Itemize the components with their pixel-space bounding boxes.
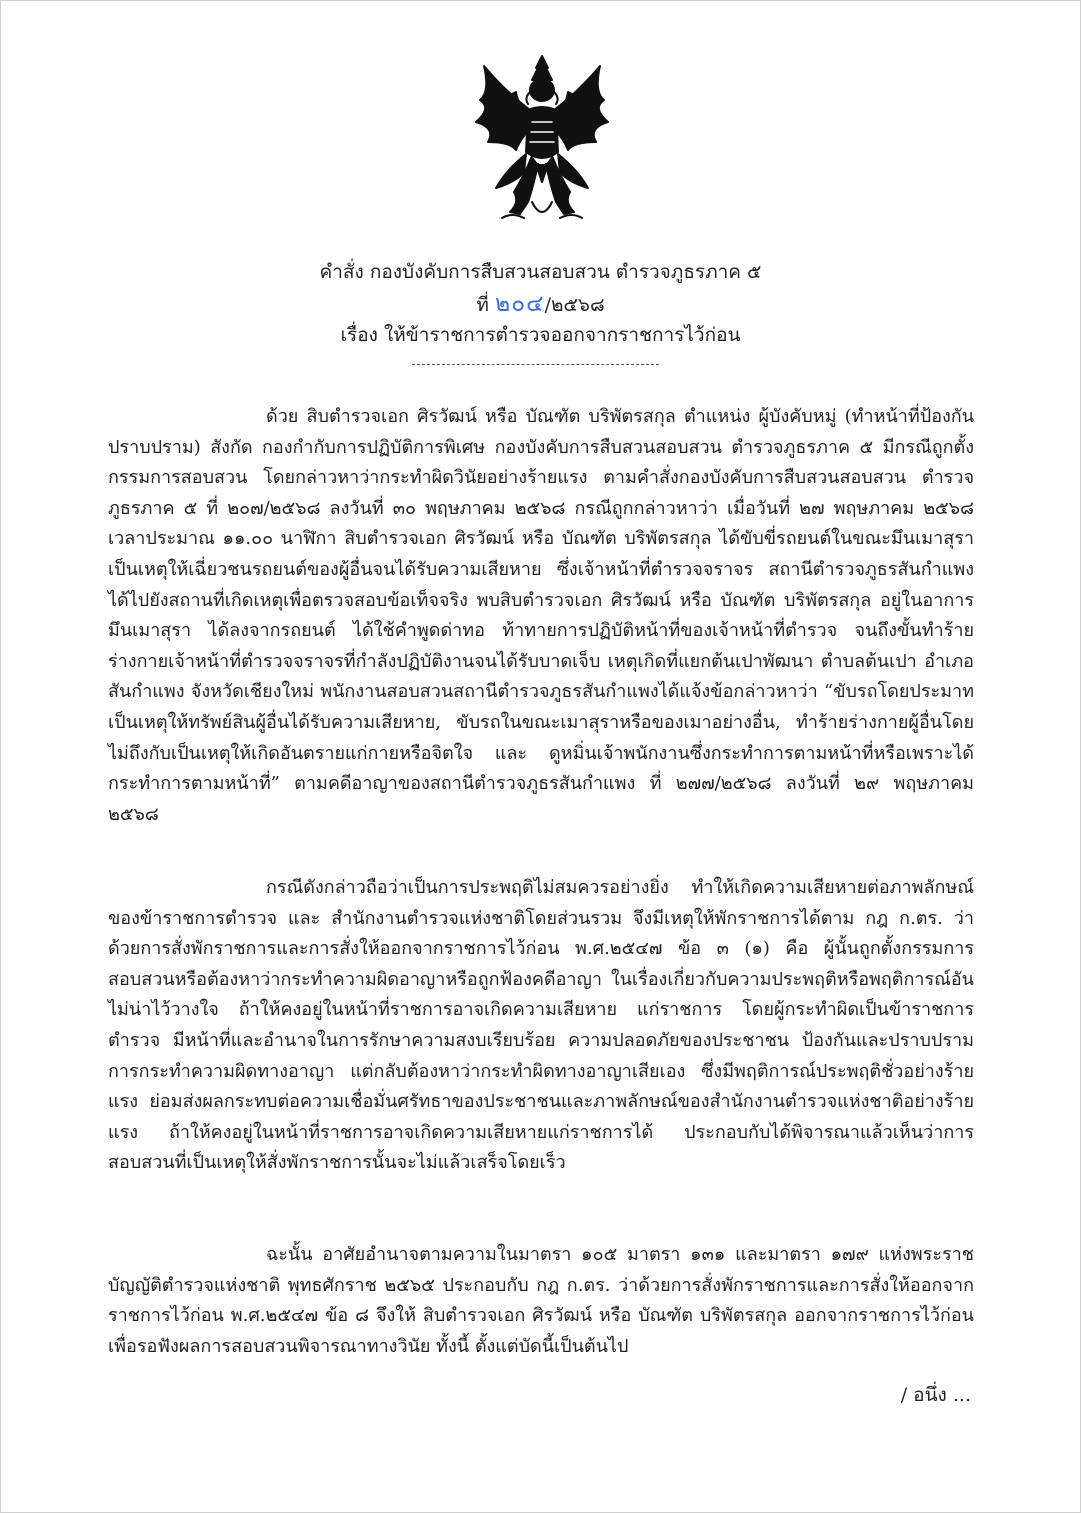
order-subject: เรื่อง ให้ข้าราชการตำรวจออกจากราชการไว้ก่อน	[340, 324, 741, 346]
order-title: คำสั่ง กองบังคับการสืบสวนสอบสวน ตำรวจภูธรภาค ๕	[319, 261, 762, 283]
body-paragraph-1: ด้วย สิบตำรวจเอก ศิรวัฒน์ หรือ บัณฑัต บริพัตรสกุล ตำแหน่ง ผู้บังคับหมู่ (ทำหน้าที่ป้องกันปราบปราม) สังกัด กองกำกับการปฏิบัติการพิเศษ กองบังคับการสืบสวนสอบสวน ตำรวจภูธรภาค ๕ มีกรณีถูกตั้งกรรมการสอบสวน โดยกล่าวหาว่ากระทำผิดวินัยอย่างร้ายแรง ตามคำสั่งกองบังคับการสืบสวนสอบสวน ตำรวจภูธรภาค ๕ ที่ ๒๐๗/๒๕๖๘ ลงวันที่ ๓๐ พฤษภาคม ๒๕๖๘ กรณีถูกกล่าวหาว่า เมื่อวันที่ ๒๗ พฤษภาคม ๒๕๖๘ เวลาประมาณ ๑๑.๐๐ นาฬิกา สิบตำรวจเอก ศิรวัฒน์ หรือ บัณฑัต บริพัตรสกุล ได้ขับขี่รถยนต์ในขณะมึนเมาสุรา เป็นเหตุให้เฉี่ยวชนรถยนต์ของผู้อื่นจนได้รับความเสียหาย ซึ่งเจ้าหน้าที่ตำรวจจราจร สถานีตำรวจภูธรสันกำแพง ได้ไปยังสถานที่เกิดเหตุเพื่อตรวจสอบข้อเท็จจริง พบสิบตำรวจเอก ศิรวัฒน์ หรือ บัณฑัต บริพัตรสกุล อยู่ในอาการมึนเมาสุรา ได้ลงจากรถยนต์ ได้ใช้คำพูดด่าทอ ท้าทายการปฏิบัติหน้าที่ของเจ้าหน้าที่ตำรวจ จนถึงขั้นทำร้ายร่างกายเจ้าหน้าที่ตำรวจจราจรที่กำลังปฏิบัติงานจนได้รับบาดเจ็บ เหตุเกิดที่แยกต้นเปาพัฒนา ตำบลต้นเปา อำเภอสันกำแพง จังหวัดเชียงใหม่ พนักงานสอบสวนสถานีตำรวจภูธรสันกำแพงได้แจ้งข้อกล่าวหาว่า “ขับรถโดยประมาทเป็นเหตุให้ทรัพย์สินผู้อื่นได้รับความเสียหาย, ขับรถในขณะเมาสุราหรือของเมาอย่างอื่น, ทำร้ายร่างกายผู้อื่นโดยไม่ถึงกับเป็นเหตุให้เกิดอันตรายแก่กายหรือจิตใจ และ ดูหมิ่นเจ้าพนักงานซึ่งกระทำการตามหน้าที่หรือเพราะได้กระทำการตามหน้าที่” ตามคดีอาญาของสถานีตำรวจภูธรสันกำแพง ที่ ๒๗๗/๒๕๖๘ ลงวันที่ ๒๙ พฤษภาคม ๒๕๖๘	[108, 406, 974, 825]
order-number	[0, 286, 1081, 322]
order-number-handwritten: ๒๐๔	[494, 291, 545, 317]
continuation-marker: / อนึ่ง ...	[900, 1384, 971, 1406]
order-number-year: /๒๕๖๘	[544, 294, 605, 316]
body-paragraph-2: กรณีดังกล่าวถือว่าเป็นการประพฤติไม่สมควรอย่างยิ่ง ทำให้เกิดความเสียหายต่อภาพลักษณ์ของข้าราชการตำรวจ และ สำนักงานตำรวจแห่งชาติโดยส่วนรวม จึงมีเหตุให้พักราชการได้ตาม กฎ ก.ตร. ว่าด้วยการสั่งพักราชการและการสั่งให้ออกจากราชการไว้ก่อน พ.ศ.๒๕๔๗ ข้อ ๓ (๑) คือ ผู้นั้นถูกตั้งกรรมการสอบสวนหรือต้องหาว่ากระทำความผิดอาญาหรือถูกฟ้องคดีอาญา ในเรื่องเกี่ยวกับความประพฤติหรือพฤติการณ์อันไม่น่าไว้วางใจ ถ้าให้คงอยู่ในหน้าที่ราชการอาจเกิดความเสียหาย แก่ราชการ โดยผู้กระทำผิดเป็นข้าราชการตำรวจ มีหน้าที่และอำนาจในการรักษาความสงบเรียบร้อย ความปลอดภัยของประชาชน ป้องกันและปราบปรามการกระทำความผิดทางอาญา แต่กลับต้องหาว่ากระทำผิดทางอาญาเสียเอง ซึ่งมีพฤติการณ์ประพฤติชั่วอย่างร้ายแรง ย่อมส่งผลกระทบต่อความเชื่อมั่นศรัทธาของประชาชนและภาพลักษณ์ของสำนักงานตำรวจแห่งชาติอย่างร้ายแรง ถ้าให้คงอยู่ในหน้าที่ราชการอาจเกิดความเสียหายแก่ราชการได้ ประกอบกับได้พิจารณาแล้วเห็นว่าการสอบสวนที่เป็นเหตุให้สั่งพักราชการนั้นจะไม่แล้วเสร็จโดยเร็ว	[108, 877, 974, 1174]
header-divider	[412, 364, 659, 365]
body-paragraph-3: ฉะนั้น อาศัยอำนาจตามความในมาตรา ๑๐๕ มาตรา ๑๓๑ และมาตรา ๑๗๙ แห่งพระราชบัญญัติตำรวจแห่งชาติ พุทธศักราช ๒๕๖๕ ประกอบกับ กฎ ก.ตร. ว่าด้วยการสั่งพักราชการและการสั่งให้ออกจากราชการไว้ก่อน พ.ศ.๒๕๔๗ ข้อ ๘ จึงให้ สิบตำรวจเอก ศิรวัฒน์ หรือ บัณฑัต บริพัตรสกุล ออกจากราชการไว้ก่อน เพื่อรอฟังผลการสอบสวนพิจารณาทางวินัย ทั้งนี้ ตั้งแต่บัดนี้เป็นต้นไป	[108, 1244, 974, 1357]
garuda-emblem-icon	[466, 52, 618, 230]
order-number-prefix: ที่	[476, 294, 489, 316]
